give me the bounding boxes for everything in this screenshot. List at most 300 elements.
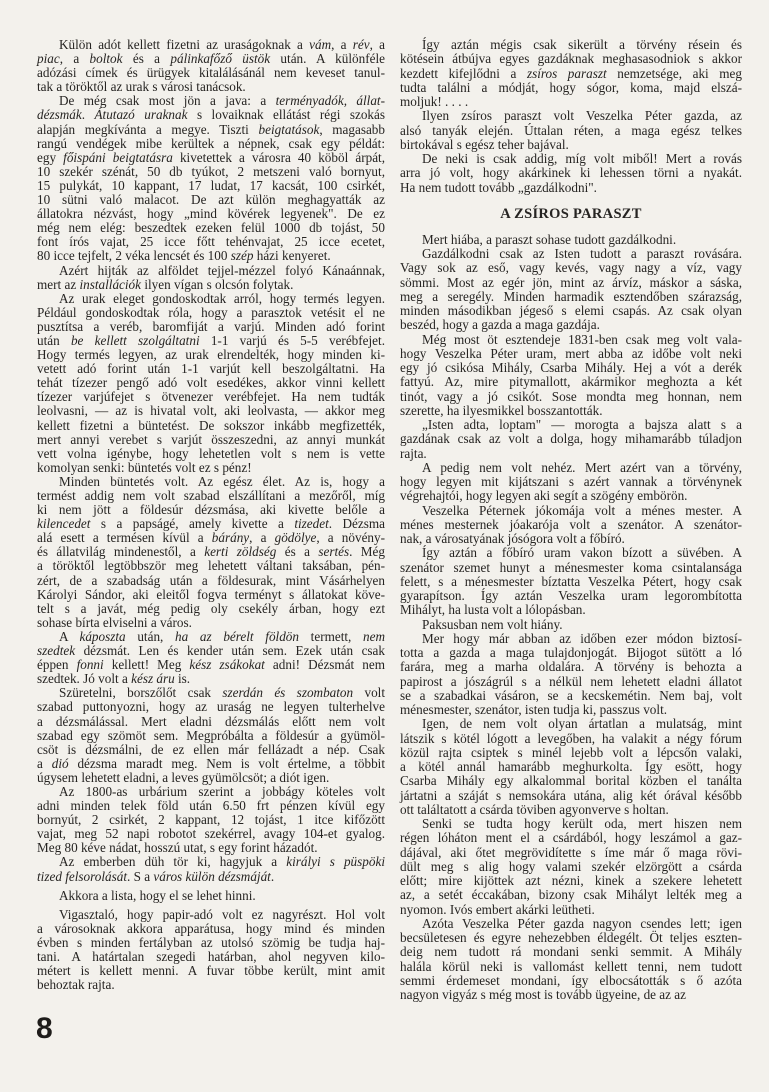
text-run: métert is kellett menni. A fuvar többe került, mint amit [37, 963, 385, 979]
text-run: behoztak rajta. [37, 977, 115, 993]
italic-text-run: tizedet [294, 516, 329, 532]
paragraph [400, 546, 742, 617]
text-run: rangú vendégek mibe kerültek a népnek, csak egy példát: [37, 135, 385, 151]
text-run: deig nem tudott rá mondani senki semmit. A Mihály [400, 944, 742, 960]
italic-text-run: tized felsorolását [37, 868, 127, 884]
text-run: alapján megkívánta a megye. Tiszti [37, 121, 259, 137]
text-run: moljuk! . . . . [400, 94, 469, 109]
text-run: Hogy termés legyen, az urak elrendelték, hogy minden ki- [37, 347, 385, 363]
text-run: . [270, 868, 275, 884]
text-run: mert az [37, 276, 80, 292]
text-run: hogy Veszelka Péter uram, mert abba az időbe volt neki [400, 345, 742, 361]
paragraph [400, 247, 742, 333]
text-run: arra jó volt, hogy akárkinek ki lehessen törni a nyakát. [400, 165, 742, 181]
text-run: 1-1 varjú és 5-5 verébfejet. [199, 332, 385, 348]
text-run: nagyon vigyáz s még most is tovább ügyeine, de az az [400, 987, 687, 1002]
paragraph [37, 686, 385, 785]
text-run: egy jó csikósa Mihály, Csarba Mihály. Hej a vót a derék [400, 360, 742, 375]
text-run: régen lóháton ment el a csárdából, hogy leszámol a gaz- [400, 830, 742, 846]
text-line [400, 432, 742, 446]
text-run: mert annyi verebet s varjút összeszedni, az annyi munkát [37, 431, 385, 447]
italic-text-run: vám [309, 37, 332, 52]
text-run: után. A különféle [270, 51, 385, 67]
text-line [37, 841, 385, 855]
text-run: , a [59, 51, 90, 67]
text-run: s lovaiknak ellátást régi szokás [187, 107, 386, 123]
text-run: az, a setét éccakában, bizony csak Mihályt lelték meg a [400, 887, 742, 903]
text-line [400, 504, 742, 518]
italic-text-run: város külön dézsmáját [153, 868, 271, 884]
paragraph [37, 264, 385, 292]
text-run: gyarapítson. Így aztán Veszelka uram legorombította [400, 588, 742, 603]
text-line [37, 137, 385, 151]
text-line [400, 247, 742, 261]
text-run: gazdának csak az volt a dolga, hogy mihamarább túladjon [400, 431, 742, 447]
text-line [400, 988, 742, 1002]
text-run: meg a seregély. Minden harmadik esztendőben szárazság, [400, 288, 742, 304]
text-line [37, 799, 385, 813]
text-line [400, 803, 742, 817]
italic-text-run: királyi s püspöki [286, 854, 385, 870]
paragraph [400, 461, 742, 504]
text-run: Meg 80 kéve nádat, hosszú utat, s egy forint házadót. [37, 840, 318, 856]
text-run: . Dézsma [328, 516, 385, 532]
text-run: kellett fizetni a büntetést. De sokszor inkább megfizették, [37, 417, 385, 433]
text-run: Csarba Mihály egy alkalommal borital közben el tanálta [400, 773, 742, 789]
paragraph [400, 38, 742, 109]
page-number: 8 [36, 1012, 53, 1045]
text-line [37, 320, 385, 334]
text-run: becsületesen és egyre nehezebben éldegélt. Öt teljes eszten- [400, 930, 742, 945]
text-line [37, 38, 385, 52]
italic-text-run: ha az bérelt földön [175, 628, 299, 644]
text-run: Külön adót kellett fizetni az uraságoknak a [59, 37, 310, 52]
text-run: Paksusban nem volt hiány. [422, 616, 563, 632]
text-run: tak a töröktől az urak s városi tanácsok. [37, 79, 246, 95]
text-run: sohase bírta elviselni a város. [37, 614, 192, 630]
text-run: Minden büntetés volt. Az egész élet. Az is, hogy a [59, 473, 385, 489]
text-run: előtt; mire kijöttek azt nézni, kinek a szekere lehetett [400, 873, 742, 888]
text-run: szenátor szemet hunyt a ménesmester koma csintalansága [400, 559, 742, 575]
paragraph [37, 292, 385, 475]
text-line [37, 827, 385, 841]
text-line [37, 672, 385, 686]
text-line [400, 618, 742, 632]
text-run: szabad egy szömöt sem. Megpróbálta a földesúr a gyümöl- [37, 727, 385, 743]
text-line [400, 109, 742, 123]
text-run: De még csak most jön a java: a [59, 93, 276, 109]
text-run: Azóta Veszelka Péter gazda nagyon csendes lett; igen [422, 915, 742, 931]
text-line [37, 278, 385, 292]
text-line [37, 588, 385, 602]
text-line [37, 785, 385, 799]
text-run: telt s a javát, még pedig oly csekély árban, hogy ezt [37, 600, 385, 616]
text-line [37, 447, 385, 461]
text-run: A pedig nem volt nehéz. Mert azért van a törvény, [422, 459, 742, 475]
text-run: kezdett kifejlődni a [400, 65, 527, 81]
text-run: csöt is dézsmálni, de ez ellen már fellázadt a nép. Csak [37, 741, 385, 757]
text-line [400, 561, 742, 575]
text-line [400, 276, 742, 290]
text-run: , a [249, 530, 275, 546]
text-run: 15 pulykát, 10 kappant, 17 ludat, 17 kacsát, 100 csirkét, [37, 177, 385, 193]
text-line [37, 950, 385, 964]
text-line [37, 390, 385, 404]
text-run: után, [125, 628, 176, 644]
italic-text-run: kész áru [131, 671, 175, 687]
text-line [37, 207, 385, 221]
text-run: Az emberben düh tör ki, hagyjuk a [59, 854, 287, 870]
text-run: Veszelka Péternek jókomája volt a ménes mester. A [422, 502, 742, 518]
text-line [37, 362, 385, 376]
text-run: bornyút, 2 csirkét, 2 kappant, 12 tojást, 1 itce kifőzött [37, 812, 385, 828]
text-run: évben s minden fertályban az utolsó szömig be tudja haj- [37, 934, 385, 950]
text-run: Ha nem tudott tovább „gazdálkodni". [400, 179, 597, 195]
paragraph [37, 38, 385, 94]
text-run: vett volna igénybe, hogy lehetetlen volt s nem is vette [37, 445, 385, 461]
text-line [400, 418, 742, 432]
text-run: adni! Dézsmát nem [264, 657, 385, 673]
text-run: Szüretelni, borszőlőt csak [59, 685, 223, 701]
text-line [37, 855, 385, 869]
text-line [400, 789, 742, 803]
text-run: Gazdálkodni csak az Isten tudott a paraszt rovására. [422, 246, 742, 261]
italic-text-run: sertés [318, 544, 350, 560]
text-line [400, 603, 742, 617]
text-line [37, 729, 385, 743]
text-run: szabad puttonyozni, hogy az uraság ne legyen tulterhelve [37, 699, 385, 715]
text-line [400, 746, 742, 760]
text-run: birtokával s egész teher bajával. [400, 136, 569, 152]
text-run: állatokra nézvást, hogy „mind kövérek legyenek". De ez [37, 206, 385, 222]
text-run: kötésein átbújva egyes gazdáknak meghasasodniok s akkor [400, 51, 742, 67]
text-run: tudta találni a módját, hogy sógor, koma, majd elszá- [400, 79, 742, 95]
text-line [37, 531, 385, 545]
text-run: Igen, de nem volt olyan ártatlan a mulatság, mint [422, 716, 742, 732]
text-run: úgysem lehetett eladni, a leves gyümölcsöt; a diót igen. [37, 769, 330, 785]
italic-text-run: kerti zöldség [204, 544, 277, 560]
text-run: farára, meg a marha oldalára. A törvény is behozta a [400, 659, 742, 675]
text-line [37, 644, 385, 658]
text-line [37, 123, 385, 137]
text-line [37, 889, 385, 903]
text-run: és állatvilág mindenestől, a [37, 544, 205, 560]
text-run: Az 1800-as urbárium szerint a jobbágy köteles volt [59, 783, 385, 799]
text-line [37, 306, 385, 320]
section-heading: A ZSÍROS PARASZT [500, 205, 642, 222]
text-line [37, 574, 385, 588]
text-run: a kötél annál hamarább meghurkolta. Így esött, hogy [400, 759, 742, 774]
text-run: , a növény- [316, 530, 386, 546]
text-run: . [81, 107, 95, 123]
text-line [400, 38, 742, 52]
text-run: kivetettek a városra 40 köböl árpát, [172, 149, 386, 165]
text-line [400, 81, 742, 95]
text-line [37, 334, 385, 348]
text-run: 10 sütni való malacot. De azt külön meghagyatták az [37, 192, 385, 208]
text-run: Így aztán a főbíró uram vakon bízott a süvében. A [422, 545, 742, 561]
text-run: semmi érdemeset mondani, így elbocsátották s ő azóta [400, 972, 742, 988]
text-run: , a [369, 37, 385, 52]
text-run: minden másodikban jégeső s elemi csapás. Az csak olyan [400, 303, 742, 318]
text-line [400, 917, 742, 931]
text-line [400, 333, 742, 347]
text-run: alá esett a termésen kívül a [37, 530, 212, 546]
text-line [400, 461, 742, 475]
text-line [400, 261, 742, 275]
text-line [37, 503, 385, 517]
text-run: és a [122, 51, 171, 67]
text-run: dült meg s alig hogy valami szekér elzörgött a csárda [400, 858, 742, 874]
text-line [400, 518, 742, 532]
text-run: nak, a városatyának jósógora volt a főbíró. [400, 531, 625, 546]
text-line [400, 447, 742, 461]
text-run: a városoknak akkora apparátusa, hogy mind és minden [37, 920, 385, 936]
text-line [400, 931, 742, 945]
italic-text-run: piac [37, 51, 60, 67]
text-run: papirost a jószágrúl s a nélkül nem lehetett eladni állatot [400, 673, 742, 689]
text-run: végrehajtói, hogy legyen aki segít a szögény embörön. [400, 488, 688, 504]
text-run: termett, [298, 628, 364, 644]
paragraph [400, 333, 742, 419]
text-run: Mer hogy már abban az időben ezer módon biztosí- [422, 630, 742, 646]
text-line [37, 870, 385, 884]
paragraph [37, 855, 385, 883]
text-line [37, 292, 385, 306]
text-run: és a [276, 544, 319, 560]
paragraph [37, 889, 385, 903]
text-run: halála körül neki is vallomást kellett tenni, nem tudott [400, 958, 742, 974]
paragraph [400, 618, 742, 632]
text-line [37, 80, 385, 94]
text-run: ménes mesternek jóakarója volt a szenátor. A szenátor- [400, 516, 742, 532]
text-line [400, 675, 742, 689]
paragraph [400, 152, 742, 195]
text-run: tinót, vagy a jó csikót. Sose mondta meg honnan, nem [400, 388, 742, 404]
text-line [400, 404, 742, 418]
text-run: felett, s a ménesmester bíztatta Veszelka Pétert, hogy csak [400, 573, 742, 589]
text-line [400, 318, 742, 332]
text-run: pusztítsa a veréb, baromfiját a varjú. Minden adó forint [37, 318, 385, 334]
text-line [37, 686, 385, 700]
text-run: vajat, meg 52 napi robotot szekérrel, avagy 104-et gyalog. [37, 826, 385, 842]
paragraph [37, 475, 385, 630]
text-run: „Isten adta, loptam" — morogta a bajsza alatt s a [422, 417, 742, 432]
text-run: szerette, ha ilyesmikkel bosszantották. [400, 402, 603, 418]
text-line [37, 348, 385, 362]
text-line [37, 936, 385, 950]
italic-text-run: installációk [79, 276, 142, 292]
paragraph [400, 917, 742, 1003]
text-line [400, 347, 742, 361]
text-run: a töröktől legtöbbször meg lehetett váltani taksában, pén- [37, 558, 385, 574]
text-run: ott találtatott a csárda töviben agyonverve s holtan. [400, 801, 669, 817]
text-line [400, 660, 742, 674]
italic-text-run: fonni [76, 657, 104, 673]
paragraph [37, 94, 385, 263]
text-run: Senki se tudta hogy került oda, mert hiszen nem [422, 816, 742, 831]
text-line [37, 978, 385, 992]
text-run: font írós vajat, 25 icce főtt tehénvajat, 25 icce ecetet, [37, 234, 385, 250]
text-run: sömmi. Most az egér jön, mint az árvíz, máskor a sáska, [400, 274, 742, 290]
paragraph [400, 632, 742, 718]
text-run: Ilyen zsíros paraszt volt Veszelka Péter gazda, az [422, 108, 742, 124]
text-line [400, 166, 742, 180]
text-line [37, 235, 385, 249]
text-run: alsó tanyák elején. Úttalan réten, a maga egész telkes [400, 122, 742, 138]
text-run: a dézsmálással. Mert eladni dézsmálás előtt nem volt [37, 713, 385, 729]
text-line [400, 290, 742, 304]
text-line [400, 903, 742, 917]
text-run: is. [174, 671, 191, 687]
text-line [400, 874, 742, 888]
text-run: 80 icce tejfelt, 2 véka lencsét és 100 [37, 248, 231, 264]
text-run: leolvasni, — az is hivatal volt, aki leolvasta, — akkor meg [37, 403, 385, 419]
text-line [37, 813, 385, 827]
right-main-text [400, 233, 742, 1003]
text-run: dézsmát. Len és kender után sem. Ezek után csak [75, 643, 385, 659]
text-run: még nem elég: beszedtek ezeken felül 1000 db tojást, 50 [37, 220, 385, 236]
text-line [400, 361, 742, 375]
text-line [400, 575, 742, 589]
text-run: után [37, 332, 71, 348]
text-run: ménesmester, szenátor, isten tudja ki, passzus volt. [400, 702, 668, 717]
text-line [400, 831, 742, 845]
text-line [37, 108, 385, 122]
text-run: dézsma maradt meg. Nem is volt értelme, a többit [68, 755, 385, 771]
italic-text-run: kilencedet [37, 516, 91, 532]
paragraph [400, 504, 742, 547]
text-run: termést addig nem volt szabad elszállítani a mezőről, míg [37, 488, 385, 503]
text-line [37, 52, 385, 66]
text-run: . Még [349, 544, 385, 560]
text-run: egy [37, 149, 64, 165]
text-run: , a [331, 37, 353, 52]
text-run: dájával, aki őtet megrövidítette s íme már ő maga rövi- [400, 844, 742, 860]
italic-text-run: be kellett szolgáltatni [70, 332, 200, 348]
text-run: ki nem jött a földesúr dézsmása, aki kivette belőle a [37, 502, 385, 518]
text-run: vetett adó forint után 1-1 varjút kell beszolgáltatni. Ha [37, 361, 385, 377]
text-line [37, 221, 385, 235]
italic-text-run: szedtek [37, 643, 76, 659]
text-line [37, 743, 385, 757]
text-run: rajta. [400, 445, 427, 461]
paragraph [37, 908, 385, 993]
text-line [400, 846, 742, 860]
text-line [400, 703, 742, 717]
text-line [37, 757, 385, 771]
text-line [400, 181, 742, 195]
text-run: a [37, 755, 52, 771]
text-line [400, 960, 742, 974]
text-line [400, 475, 742, 489]
text-line [37, 908, 385, 922]
text-run: Azért hijták az alföldet tejjel-mézzel folyó Kánaánnak, [59, 262, 385, 278]
italic-text-run: dézsmák [37, 107, 82, 123]
text-run: nemzetsége, aki meg [606, 65, 742, 81]
text-line [400, 632, 742, 646]
text-line [37, 404, 385, 418]
text-run: közül rajta csiptek s minél lejebb volt a lépcsőn valaki, [400, 744, 742, 760]
paragraph [37, 785, 385, 855]
text-run: kellett! Meg [103, 657, 190, 673]
right-intro-text [400, 38, 742, 195]
text-line [37, 922, 385, 936]
text-line [400, 304, 742, 318]
text-line [400, 974, 742, 988]
text-line [400, 774, 742, 788]
text-line [400, 589, 742, 603]
text-run: beszéd, hogy a gazda a maga gazdája. [400, 317, 600, 333]
text-run: hogy legyen mit kijátszani s azért vannak a törvénynek [400, 474, 742, 489]
text-run: De neki is csak addig, míg volt miből! Mert a rovás [422, 151, 742, 166]
text-run: zért, de a szabadság után a földesurak, mint Vásárhelyen [37, 572, 385, 588]
text-run: komolyan senki: büntetés volt ez s pénz! [37, 459, 252, 475]
left-column [37, 38, 385, 992]
text-line [37, 771, 385, 785]
italic-text-run: kész zsákokat [189, 657, 265, 673]
text-line [37, 715, 385, 729]
text-line [400, 546, 742, 560]
italic-text-run: főispáni beigtatásra [63, 149, 173, 165]
italic-text-run: dió [51, 755, 69, 771]
text-line [400, 152, 742, 166]
text-line [37, 433, 385, 447]
text-line [37, 616, 385, 630]
text-run: Vigasztaló, hogy papir-adó volt ez nagyrészt. Hol volt [59, 906, 385, 922]
text-run: 10 szekér szénát, 50 db tyúkot, 2 metszeni való bornyut, [37, 163, 385, 179]
text-line [37, 658, 385, 672]
text-line [400, 760, 742, 774]
italic-text-run: Átutazó uraknak [94, 107, 188, 123]
right-column [400, 38, 742, 1002]
text-run: Vagy sok az eső, vagy kevés, vagy nagy a víz, vagy [400, 260, 742, 276]
italic-text-run: nem [363, 628, 385, 644]
text-line [400, 138, 742, 152]
text-line [37, 264, 385, 278]
italic-text-run: bárány [211, 530, 250, 546]
paragraph [400, 717, 742, 817]
text-run: látszik s kötél lógott a levegőben, ha valakit a négy fórum [400, 730, 742, 746]
text-line [37, 700, 385, 714]
text-line [400, 489, 742, 503]
text-run: adózási címek és ürügyek kitalálásánál nem keveset tanul- [37, 65, 385, 81]
italic-text-run: beigtatások [258, 121, 320, 137]
paragraph [400, 109, 742, 152]
text-run: szedtek. Jó volt a [37, 671, 132, 687]
text-line [37, 964, 385, 978]
text-line [400, 860, 742, 874]
text-line [37, 66, 385, 80]
text-run: Mihályt, ha lusta volt a lólopásban. [400, 602, 586, 618]
text-run: Még most öt esztendeje 1831-ben csak meg volt vala- [422, 331, 742, 347]
text-run: nyomon. Ivós embert akárki leütheti. [400, 901, 595, 917]
text-run: . S a [127, 868, 154, 884]
text-line [400, 67, 742, 81]
text-line [400, 646, 742, 660]
text-run: Az urak eleget gondoskodtak arról, hogy termés legyen. [59, 290, 385, 306]
text-line [37, 559, 385, 573]
text-line [37, 94, 385, 108]
text-run: házi kenyeret. [253, 248, 331, 264]
text-line [37, 193, 385, 207]
text-run: tízezer varjúfejet s ötvenezer verébfejet. Ha nem tudták [37, 389, 385, 405]
italic-text-run: pálinkafőző üstök [170, 51, 271, 67]
text-line [400, 717, 742, 731]
text-run: totta a gazda a maga tulajdonjogát. Bijogot sütött a ló [400, 645, 742, 660]
text-line [400, 945, 742, 959]
text-line [37, 376, 385, 390]
